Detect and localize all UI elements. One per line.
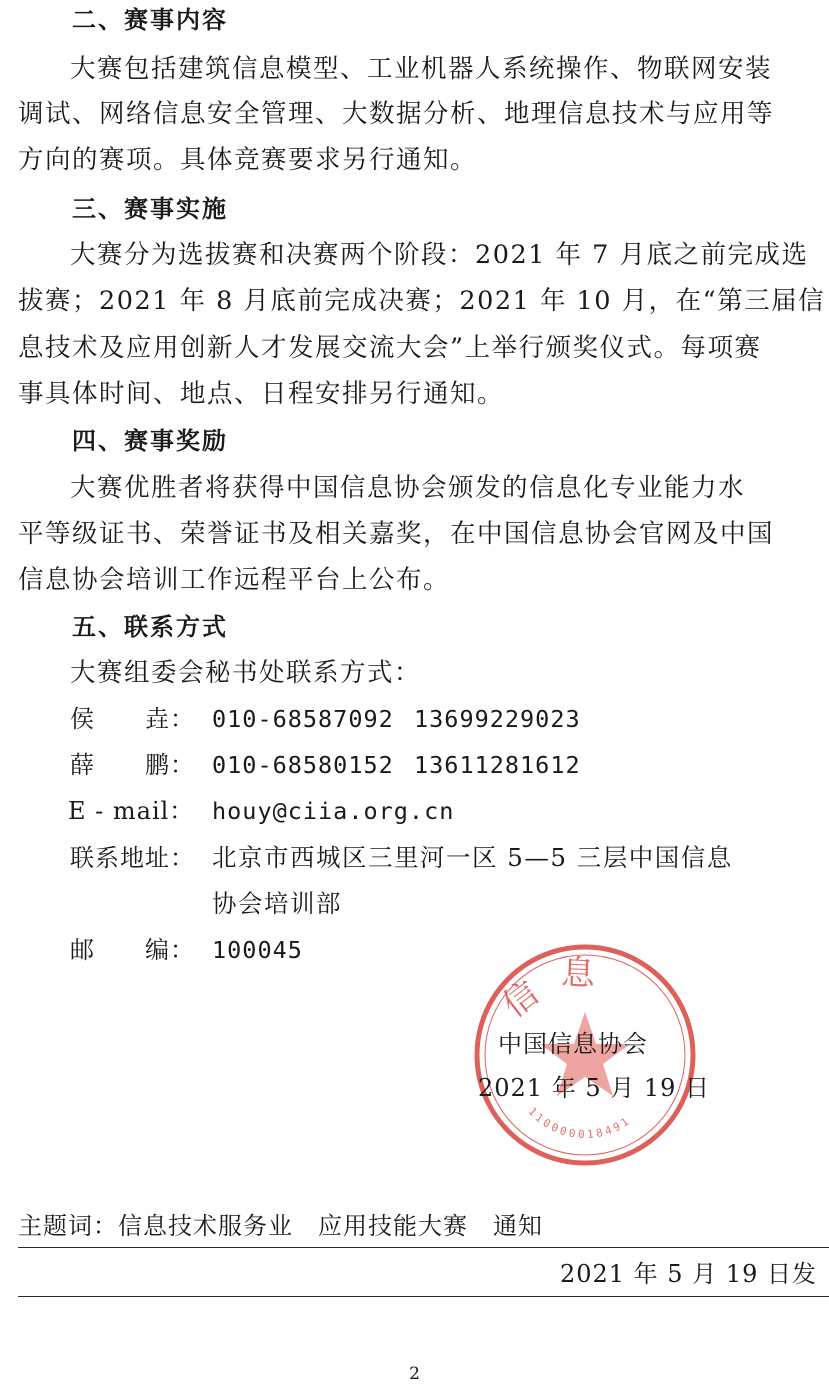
paragraph-line: 平等级证书、荣誉证书及相关嘉奖，在中国信息协会官网及中国 bbox=[18, 519, 775, 549]
contact-address-line1: 北京市西城区三里河一区 5—5 三层中国信息 bbox=[212, 843, 733, 872]
paragraph-line: 大赛包括建筑信息模型、工业机器人系统操作、物联网安装 bbox=[70, 54, 773, 84]
contact-mobile-hou: 13699229023 bbox=[414, 705, 581, 733]
section-heading-content: 二、赛事内容 bbox=[72, 6, 228, 34]
contact-phone-xue: 010-68580152 bbox=[212, 751, 394, 779]
paragraph-line: 大赛分为选拔赛和决赛两个阶段：2021 年 7 月底之前完成选 bbox=[70, 240, 809, 270]
paragraph-line: 信息协会培训工作远程平台上公布。 bbox=[18, 565, 451, 595]
signature-date: 2021 年 5 月 19 日 bbox=[478, 1074, 711, 1102]
contact-intro: 大赛组委会秘书处联系方式： bbox=[70, 658, 422, 688]
paragraph-line: 方向的赛项。具体竞赛要求另行通知。 bbox=[18, 145, 478, 175]
seal-serial: 110000018491 bbox=[525, 1104, 634, 1142]
contact-phone-hou: 010-68587092 bbox=[212, 705, 394, 733]
contact-postcode-label: 邮 编： bbox=[70, 936, 195, 964]
paragraph-line: 息技术及应用创新人才发展交流大会”上举行颁奖仪式。每项赛 bbox=[18, 333, 762, 363]
section-heading-contact: 五、联系方式 bbox=[72, 613, 228, 641]
footer-divider-bottom bbox=[18, 1296, 829, 1297]
paragraph-line: 调试、网络信息安全管理、大数据分析、地理信息技术与应用等 bbox=[18, 99, 775, 129]
contact-mobile-xue: 13611281612 bbox=[414, 751, 581, 779]
contact-email-label: E - mail： bbox=[68, 797, 195, 825]
paragraph-line: 大赛优胜者将获得中国信息协会颁发的信息化专业能力水 bbox=[70, 473, 746, 503]
paragraph-line: 拔赛；2021 年 8 月底前完成决赛；2021 年 10 月，在“第三届信 bbox=[18, 286, 826, 316]
section-heading-awards: 四、赛事奖励 bbox=[72, 427, 228, 455]
footer-divider-top bbox=[18, 1247, 829, 1248]
paragraph-line: 事具体时间、地点、日程安排另行通知。 bbox=[18, 379, 505, 409]
contact-address-line2: 协会培训部 bbox=[212, 889, 342, 918]
seal-top-text: 信息 bbox=[495, 952, 618, 1026]
contact-address-label: 联系地址： bbox=[70, 844, 195, 872]
contact-postcode-value: 100045 bbox=[212, 936, 303, 964]
contact-name-xue: 薛 鹏： bbox=[70, 751, 195, 779]
signature-org: 中国信息协会 bbox=[498, 1030, 648, 1058]
svg-text:110000018491 bbox=[526, 1105, 634, 1141]
keywords-line: 主题词：信息技术服务业 应用技能大赛 通知 bbox=[18, 1212, 543, 1240]
contact-email-link[interactable]: houy@ciia.org.cn bbox=[212, 797, 455, 825]
page-number: 2 bbox=[409, 1364, 420, 1384]
svg-text:信息 bbox=[495, 953, 618, 1026]
issue-date: 2021 年 5 月 19 日发 bbox=[559, 1260, 817, 1288]
contact-name-hou: 侯 垚： bbox=[70, 705, 195, 733]
section-heading-implementation: 三、赛事实施 bbox=[72, 195, 228, 223]
